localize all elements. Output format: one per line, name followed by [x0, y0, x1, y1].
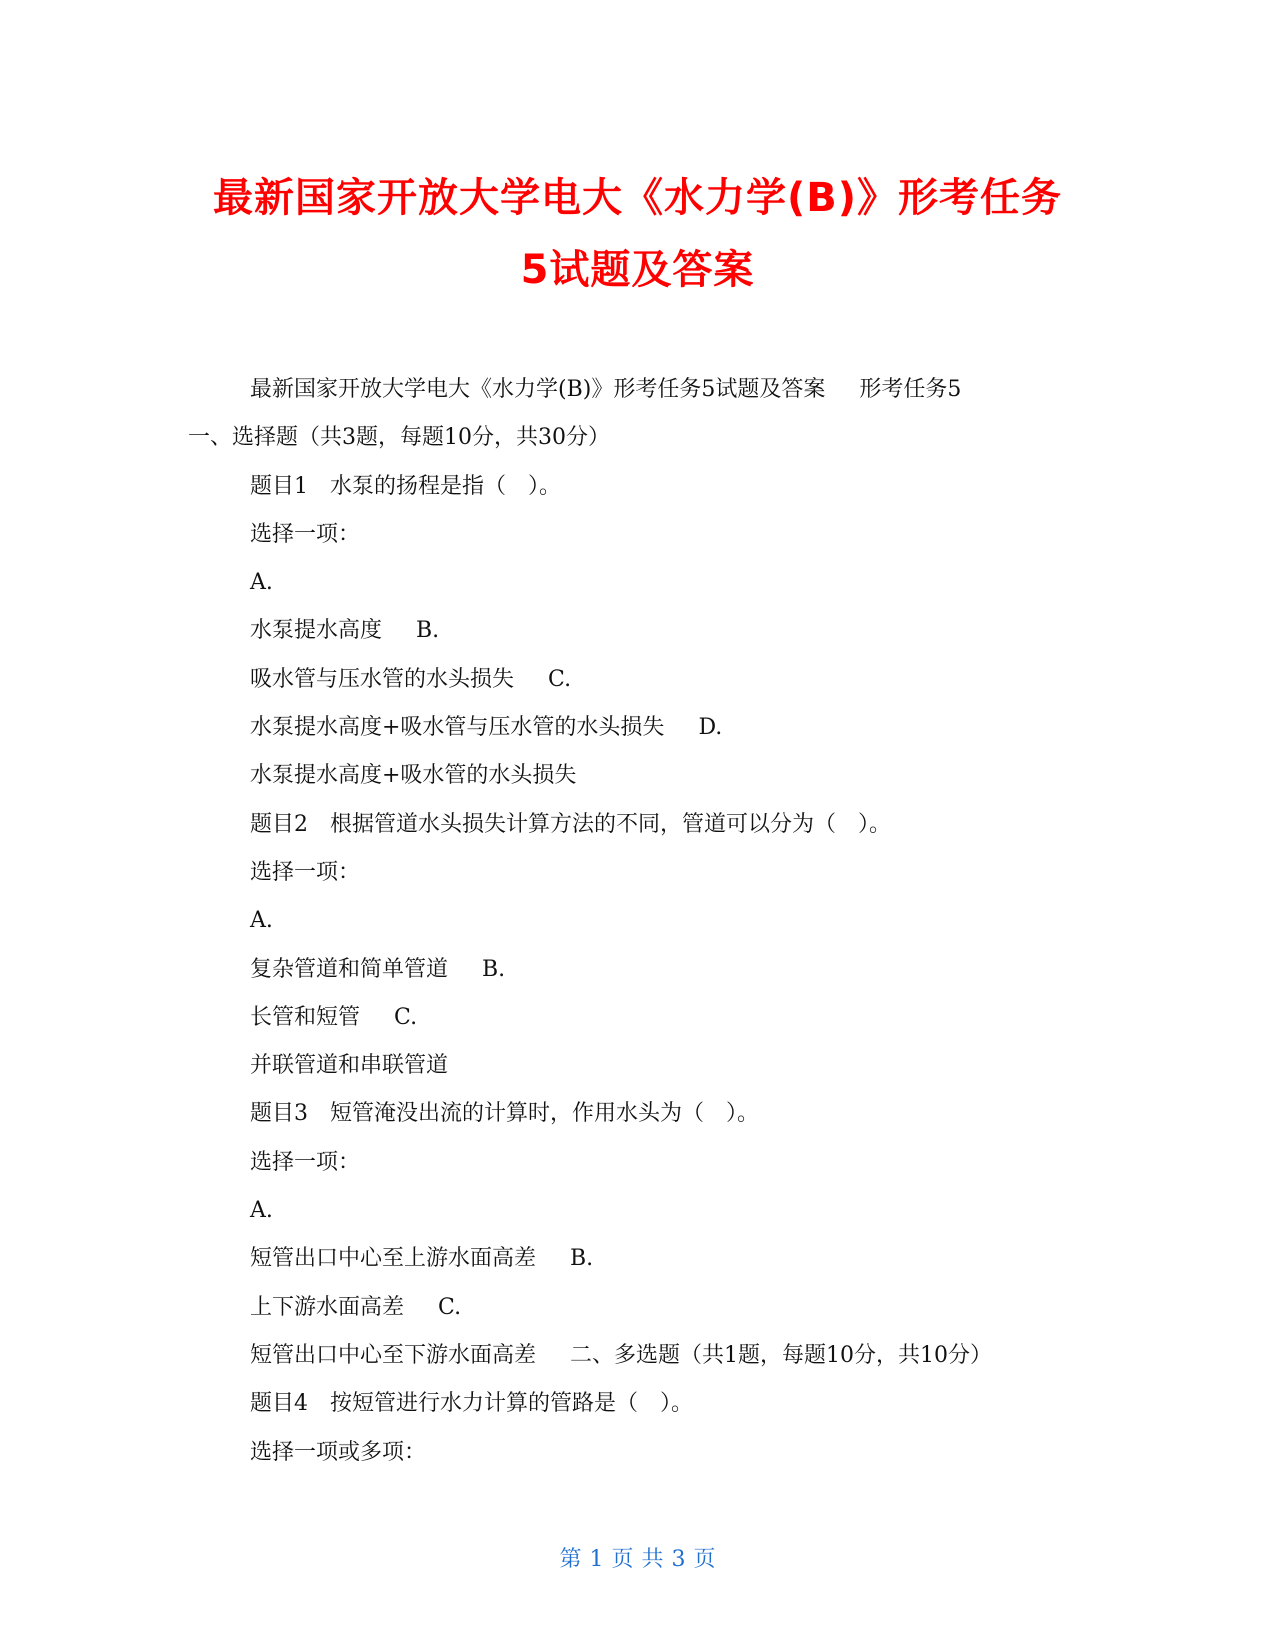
question-1-line-2	[188, 656, 1088, 704]
question-4-stem: 题目4 按短管进行水力计算的管路是（ ）。	[250, 1391, 693, 1417]
intro-line	[188, 366, 1088, 414]
question-2-line-3: 并联管道和串联管道	[250, 1053, 449, 1079]
footer-page-word: 页	[611, 1547, 634, 1572]
question-2-prompt: 选择一项：	[250, 859, 361, 885]
q3-option-a-text: 短管出口中心至上游水面高差	[250, 1246, 537, 1272]
question-3-option-a-label: A.	[250, 1198, 273, 1224]
q1-option-b-label: B.	[416, 618, 440, 644]
q1-option-b-text: 吸水管与压水管的水头损失	[250, 666, 515, 692]
question-1-stem: 题目1 水泵的扬程是指（ ）。	[250, 473, 561, 499]
q2-option-a-text: 复杂管道和简单管道	[250, 956, 449, 982]
question-3-prompt: 选择一项：	[250, 1149, 361, 1175]
q3-option-b-label: B.	[570, 1246, 594, 1272]
document-body	[188, 366, 1088, 1477]
footer-total-number: 3	[671, 1547, 686, 1572]
question-1-line-1	[188, 607, 1088, 655]
question-1-prompt: 选择一项：	[250, 521, 361, 547]
q2-option-c-label: C.	[394, 1004, 418, 1030]
footer-page-number: 1	[589, 1547, 604, 1572]
section-heading-multi: 二、多选题（共1题，每题10分，共10分）	[570, 1342, 993, 1368]
question-3-line-2	[188, 1284, 1088, 1332]
q1-option-c-label: C.	[548, 666, 572, 692]
question-3-line-1	[188, 1235, 1088, 1283]
document-title	[140, 162, 1135, 306]
intro-task: 形考任务5	[859, 377, 962, 402]
question-1-line-4: 水泵提水高度+吸水管的水头损失	[250, 763, 577, 789]
question-3-line-3	[188, 1332, 1088, 1380]
q2-option-b-label: B.	[482, 956, 506, 982]
question-3-stem: 题目3 短管淹没出流的计算时，作用水头为（ ）。	[250, 1101, 759, 1127]
question-2-line-1	[188, 946, 1088, 994]
intro-doc-title: 最新国家开放大学电大《水力学(B)》形考任务5试题及答案	[250, 377, 826, 402]
q3-option-b-text: 上下游水面高差	[250, 1294, 405, 1320]
q1-option-d-label: D.	[698, 715, 723, 741]
q1-option-c-text: 水泵提水高度+吸水管与压水管的水头损失	[250, 715, 665, 741]
q2-option-b-text: 长管和短管	[250, 1004, 361, 1030]
footer-total-label: 共	[641, 1547, 664, 1572]
q1-option-a-text: 水泵提水高度	[250, 618, 383, 644]
title-line-2: 5试题及答案	[520, 247, 755, 293]
question-2-line-2	[188, 994, 1088, 1042]
question-2-stem: 题目2 根据管道水头损失计算方法的不同，管道可以分为（ ）。	[250, 811, 891, 837]
footer-page-label: 第	[559, 1547, 582, 1572]
q3-option-c-text: 短管出口中心至下游水面高差	[250, 1342, 537, 1368]
page-footer	[0, 1542, 1275, 1573]
section-heading-choice: 一、选择题（共3题，每题10分，共30分）	[188, 425, 610, 451]
question-4-prompt: 选择一项或多项：	[250, 1439, 427, 1465]
title-line-1: 最新国家开放大学电大《水力学(B)》形考任务	[212, 175, 1063, 221]
question-2-option-a-label: A.	[250, 908, 273, 934]
q3-option-c-label: C.	[438, 1294, 462, 1320]
question-1-option-a-label: A.	[250, 570, 273, 596]
footer-total-word: 页	[693, 1547, 716, 1572]
question-1-line-3	[188, 704, 1088, 752]
